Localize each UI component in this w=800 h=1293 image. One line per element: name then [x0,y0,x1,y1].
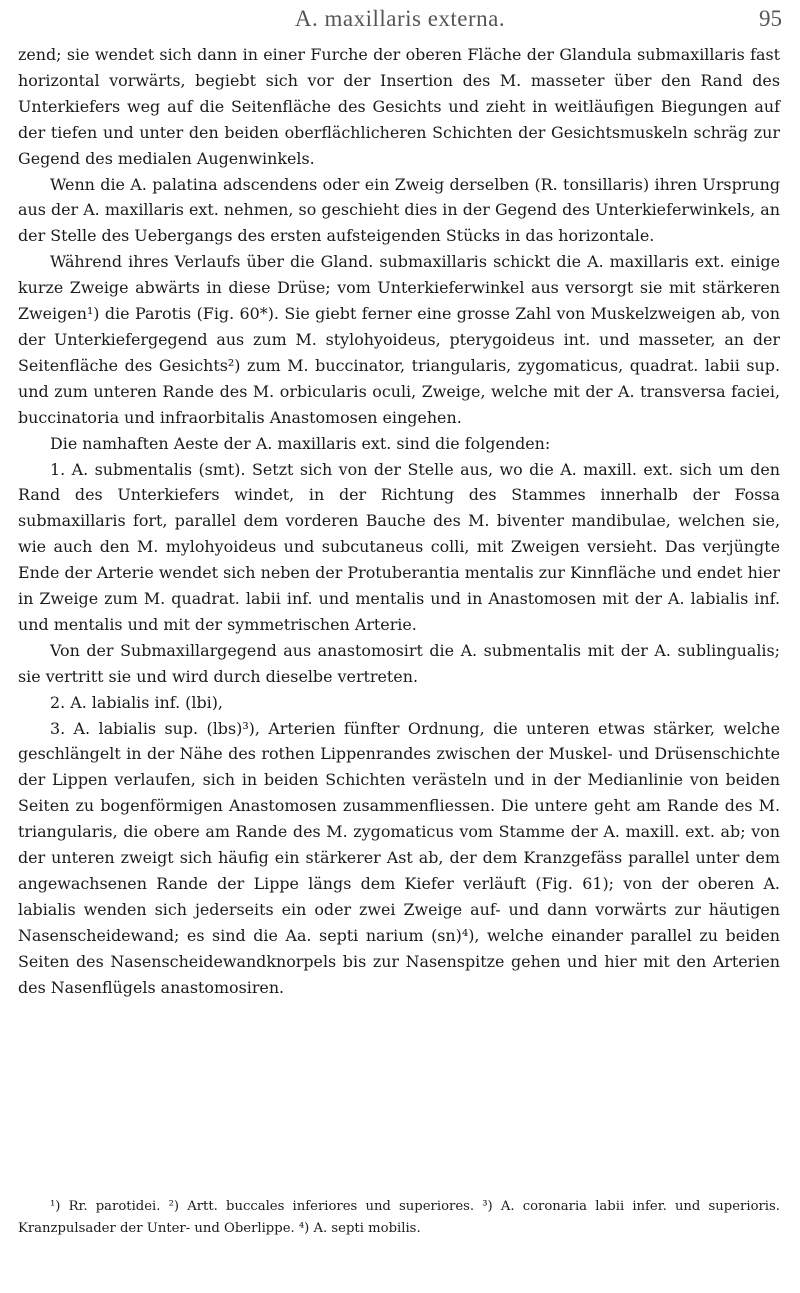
paragraph: Wenn die A. palatina adscendens oder ein Zweig derselben (R. tonsillaris) ihren Ursprung aus der A. maxillaris ext. nehmen, so geschieht dies in der Gegend des Unterkieferwinkels, an der Stelle des Uebergangs des ersten aufsteigenden Stücks in das horizontale. [18,174,780,246]
paragraph: 2. A. labialis inf. (lbi), [50,692,223,712]
body-text [18,42,780,1001]
footnotes [18,1196,780,1240]
running-header [18,6,782,36]
paragraph: 3. A. labialis sup. (lbs)³), Arterien fünfter Ordnung, die unteren etwas stärker, welche geschlängelt in der Nähe des rothen Lippenrandes zwischen der Muskel- und Drüsenschichte der Lippen verlaufen, sich in beiden Schichten verästeln und in der Medianlinie von beiden Seiten zu bogenförmigen Anastomosen zusammenfliessen. Die untere geht am Rande des M. triangularis, die obere am Rande des M. zygomaticus vom Stamme der A. maxill. ext. ab; von der unteren zweigt sich häufig ein stärkerer Ast ab, der dem Kranzgefäss parallel unter dem angewachsenen Rande der Lippe längs dem Kiefer verläuft (Fig. 61); von der oberen A. labialis wenden sich jederseits ein oder zwei Zweige auf- und dann vorwärts zur häutigen Nasenscheidewand; es sind die Aa. septi narium (sn)⁴), welche einander parallel zu beiden Seiten des Nasenscheidewandknorpels bis zur Nasenspitze gehen und hier mit den Arterien des Nasenflügels anastomosiren. [18,718,780,997]
page-number: 95 [759,6,782,31]
paragraph: Während ihres Verlaufs über die Gland. submaxillaris schickt die A. maxillaris ext. einige kurze Zweige abwärts in diese Drüse; vom Unterkieferwinkel aus versorgt sie mit stärkeren Zweigen¹) die Parotis (Fig. 60*). Sie giebt ferner eine grosse Zahl von Muskelzweigen ab, von der Unterkiefergegend aus zum M. stylohyoideus, pterygoideus int. und masseter, an der Seitenfläche des Gesichts²) zum M. buccinator, triangularis, zygomaticus, quadrat. labii sup. und zum unteren Rande des M. orbicularis oculi, Zweige, welche mit der A. transversa faciei, buccinatoria und infraorbitalis Anastomosen eingehen. [18,252,780,427]
paragraph: Von der Submaxillargegend aus anastomosirt die A. submentalis mit der A. sublingualis; sie vertritt sie und wird durch dieselbe vertreten. [18,640,780,686]
paragraph: zend; sie wendet sich dann in einer Furche der oberen Fläche der Glandula submaxillaris fast horizontal vorwärts, begiebt sich vor der Insertion des M. masseter über den Rand des Unterkiefers weg auf die Seitenfläche des Gesichts und zieht in weitläufigen Biegungen auf der tiefen und unter den beiden oberflächlicheren Schichten der Gesichtsmuskeln schräg zur Gegend des medialen Augenwinkels. [18,45,780,168]
paragraph: Die namhaften Aeste der A. maxillaris ext. sind die folgenden: [50,433,551,453]
footnote: ¹) Rr. parotidei. ²) Artt. buccales inferiores und superiores. ³) A. coronaria labii infer. und superioris. Kranzpulsader der Unter- und Oberlippe. ⁴) A. septi mobilis. [18,1199,780,1236]
running-title: A. maxillaris externa. [294,6,506,31]
paragraph: 1. A. submentalis (smt). Setzt sich von der Stelle aus, wo die A. maxill. ext. sich um den Rand des Unterkiefers windet, in der Richtung des Stammes innerhalb der Fossa submaxillaris fort, parallel dem vorderen Bauche des M. biventer mandibulae, welchen sie, wie auch den M. mylohyoideus und subcutaneus colli, mit Zweigen versieht. Das verjüngte Ende der Arterie wendet sich neben der Protuberantia mentalis zur Kinnfläche und endet hier in Zweige zum M. quadrat. labii inf. und mentalis und in Anastomosen mit der A. labialis inf. und mentalis und mit der symmetrischen Arterie. [18,459,780,634]
